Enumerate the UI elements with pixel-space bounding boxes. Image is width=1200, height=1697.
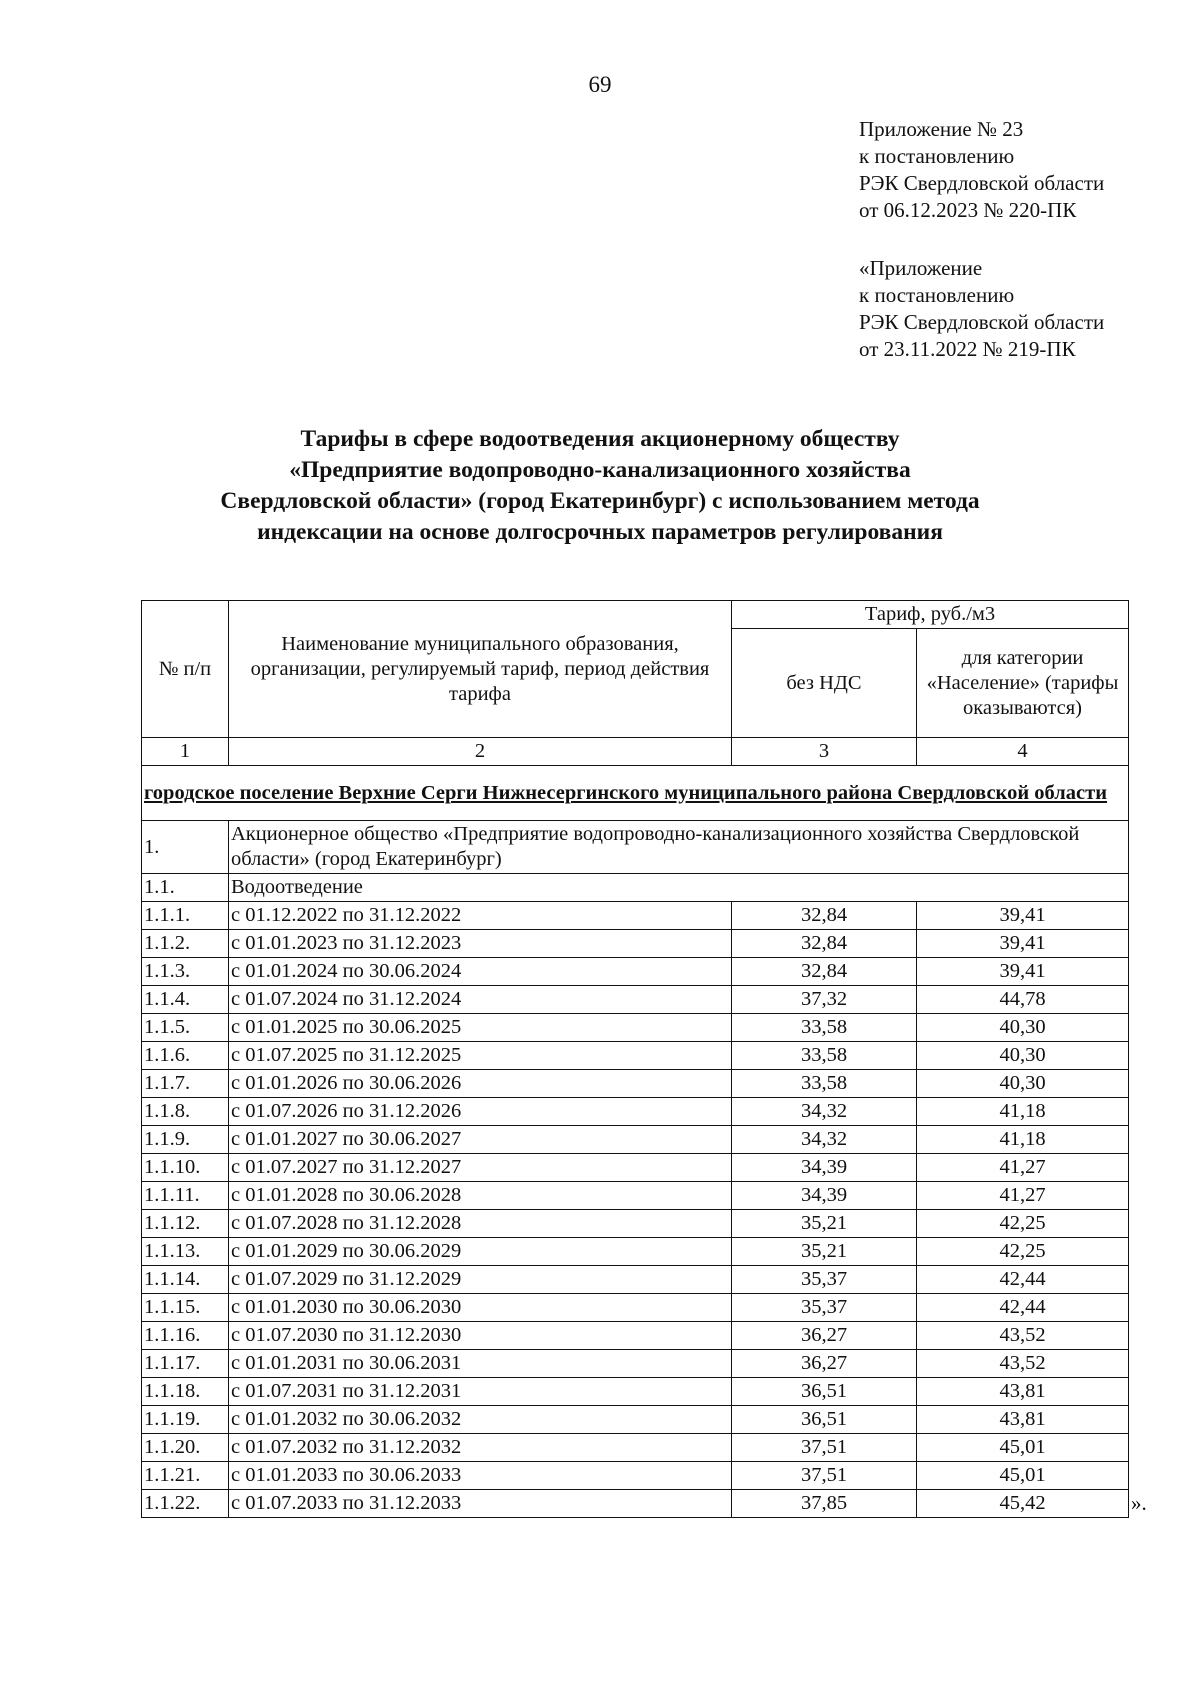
row-no-vat: 32,84 <box>732 902 917 930</box>
row-no-vat: 34,32 <box>732 1126 917 1154</box>
page-number: 69 <box>588 72 612 97</box>
appendix-original-block <box>859 255 1104 363</box>
row-period: с 01.01.2027 по 30.06.2027 <box>229 1126 732 1154</box>
column-number: 1 <box>142 738 229 766</box>
row-no-vat: 36,51 <box>732 1406 917 1434</box>
row-population: 42,44 <box>917 1294 1129 1322</box>
row-period: с 01.07.2026 по 31.12.2026 <box>229 1098 732 1126</box>
row-no-vat: 37,51 <box>732 1462 917 1490</box>
column-number: 3 <box>732 738 917 766</box>
row-population: 45,01 <box>917 1462 1129 1490</box>
row-population: 41,18 <box>917 1098 1129 1126</box>
row-num: 1.1.10. <box>142 1154 229 1182</box>
row-num: 1.1.19. <box>142 1406 229 1434</box>
row-period: с 01.07.2032 по 31.12.2032 <box>229 1434 732 1462</box>
row-num: 1.1.6. <box>142 1042 229 1070</box>
row-population: 39,41 <box>917 958 1129 986</box>
row-population: 42,25 <box>917 1238 1129 1266</box>
table-header-row <box>142 601 1129 629</box>
column-number-row <box>142 738 1129 766</box>
appendix-current-block <box>859 116 1104 224</box>
table-row <box>142 930 1129 958</box>
row-period: с 01.01.2029 по 30.06.2029 <box>229 1238 732 1266</box>
row-num: 1.1.20. <box>142 1434 229 1462</box>
service-row <box>142 874 1129 902</box>
row-population: 44,78 <box>917 986 1129 1014</box>
row-population: 45,01 <box>917 1434 1129 1462</box>
row-population: 45,42 <box>917 1490 1129 1518</box>
service-num: 1.1. <box>142 874 229 902</box>
row-no-vat: 34,39 <box>732 1182 917 1210</box>
table-row <box>142 1210 1129 1238</box>
row-period: с 01.01.2024 по 30.06.2024 <box>229 958 732 986</box>
row-period: с 01.01.2032 по 30.06.2032 <box>229 1406 732 1434</box>
table-row <box>142 1098 1129 1126</box>
row-period: с 01.01.2030 по 30.06.2030 <box>229 1294 732 1322</box>
table-row <box>142 1014 1129 1042</box>
row-no-vat: 36,51 <box>732 1378 917 1406</box>
document-title <box>100 424 1100 548</box>
appendix-line: к постановлению <box>859 283 1015 307</box>
row-num: 1.1.3. <box>142 958 229 986</box>
row-population: 40,30 <box>917 1014 1129 1042</box>
row-no-vat: 37,32 <box>732 986 917 1014</box>
row-period: с 01.07.2031 по 31.12.2031 <box>229 1378 732 1406</box>
title-line: «Предприятие водопроводно-канализационного хозяйства <box>289 457 911 483</box>
row-no-vat: 32,84 <box>732 958 917 986</box>
appendix-line: «Приложение <box>859 256 983 280</box>
row-period: с 01.07.2025 по 31.12.2025 <box>229 1042 732 1070</box>
row-period: с 01.07.2029 по 31.12.2029 <box>229 1266 732 1294</box>
row-no-vat: 35,37 <box>732 1294 917 1322</box>
appendix-line: к постановлению <box>859 144 1015 168</box>
row-period: с 01.01.2026 по 30.06.2026 <box>229 1070 732 1098</box>
table-row <box>142 1462 1129 1490</box>
row-num: 1.1.13. <box>142 1238 229 1266</box>
organization-num: 1. <box>142 821 229 874</box>
table-row <box>142 1490 1129 1518</box>
appendix-line: Приложение № 23 <box>859 117 1024 141</box>
table-row <box>142 1070 1129 1098</box>
row-no-vat: 36,27 <box>732 1322 917 1350</box>
row-no-vat: 32,84 <box>732 930 917 958</box>
header-population: для категории «Население» (тарифы оказываются) <box>917 629 1129 738</box>
closing-quote: ». <box>1131 1490 1147 1515</box>
row-no-vat: 36,27 <box>732 1350 917 1378</box>
table-row <box>142 902 1129 930</box>
table-row <box>142 958 1129 986</box>
header-name: Наименование муниципального образования, организации, регулируемый тариф, период действия тарифа <box>229 601 732 738</box>
row-period: с 01.01.2025 по 30.06.2025 <box>229 1014 732 1042</box>
row-no-vat: 37,85 <box>732 1490 917 1518</box>
table-row <box>142 1266 1129 1294</box>
row-period: с 01.07.2028 по 31.12.2028 <box>229 1210 732 1238</box>
row-population: 40,30 <box>917 1042 1129 1070</box>
row-population: 41,18 <box>917 1126 1129 1154</box>
row-population: 43,81 <box>917 1406 1129 1434</box>
row-no-vat: 37,51 <box>732 1434 917 1462</box>
table-row <box>142 1042 1129 1070</box>
row-population: 43,52 <box>917 1350 1129 1378</box>
row-population: 42,44 <box>917 1266 1129 1294</box>
row-num: 1.1.5. <box>142 1014 229 1042</box>
table-row <box>142 1350 1129 1378</box>
table-row <box>142 1406 1129 1434</box>
row-num: 1.1.11. <box>142 1182 229 1210</box>
table-row <box>142 1378 1129 1406</box>
appendix-line: РЭК Свердловской области <box>859 310 1105 334</box>
title-line: Тарифы в сфере водоотведения акционерному обществу <box>300 426 900 452</box>
section-row <box>142 766 1129 821</box>
row-num: 1.1.8. <box>142 1098 229 1126</box>
table-row <box>142 1126 1129 1154</box>
row-no-vat: 34,32 <box>732 1098 917 1126</box>
tariff-table <box>141 600 1129 1518</box>
row-population: 43,81 <box>917 1378 1129 1406</box>
row-period: с 01.12.2022 по 31.12.2022 <box>229 902 732 930</box>
section-title: городское поселение Верхние Серги Нижнесергинского муниципального района Свердловской области <box>142 766 1129 821</box>
table-row <box>142 1154 1129 1182</box>
row-num: 1.1.21. <box>142 1462 229 1490</box>
row-period: с 01.01.2028 по 30.06.2028 <box>229 1182 732 1210</box>
row-no-vat: 33,58 <box>732 1042 917 1070</box>
header-tariff-group: Тариф, руб./м3 <box>732 601 1129 629</box>
column-number: 4 <box>917 738 1129 766</box>
row-period: с 01.07.2030 по 31.12.2030 <box>229 1322 732 1350</box>
column-number: 2 <box>229 738 732 766</box>
table-row <box>142 1294 1129 1322</box>
row-no-vat: 33,58 <box>732 1070 917 1098</box>
title-line: Свердловской области» (город Екатеринбург) с использованием метода <box>220 488 980 514</box>
row-population: 41,27 <box>917 1182 1129 1210</box>
row-num: 1.1.18. <box>142 1378 229 1406</box>
row-num: 1.1.12. <box>142 1210 229 1238</box>
row-period: с 01.07.2027 по 31.12.2027 <box>229 1154 732 1182</box>
row-no-vat: 35,21 <box>732 1210 917 1238</box>
row-num: 1.1.7. <box>142 1070 229 1098</box>
row-no-vat: 33,58 <box>732 1014 917 1042</box>
row-no-vat: 35,37 <box>732 1266 917 1294</box>
title-line: индексации на основе долгосрочных параметров регулирования <box>257 519 943 545</box>
appendix-line: от 06.12.2023 № 220-ПК <box>859 198 1077 222</box>
row-population: 41,27 <box>917 1154 1129 1182</box>
row-population: 42,25 <box>917 1210 1129 1238</box>
table-row <box>142 1238 1129 1266</box>
organization-name: Акционерное общество «Предприятие водопроводно-канализационного хозяйства Свердловской области» (город Екатеринбург) <box>229 821 1129 874</box>
row-period: с 01.07.2033 по 31.12.2033 <box>229 1490 732 1518</box>
organization-row <box>142 821 1129 874</box>
row-no-vat: 34,39 <box>732 1154 917 1182</box>
table-row <box>142 986 1129 1014</box>
table-row <box>142 1322 1129 1350</box>
row-num: 1.1.15. <box>142 1294 229 1322</box>
row-population: 40,30 <box>917 1070 1129 1098</box>
row-population: 39,41 <box>917 930 1129 958</box>
row-period: с 01.01.2023 по 31.12.2023 <box>229 930 732 958</box>
row-num: 1.1.22. <box>142 1490 229 1518</box>
header-no-vat: без НДС <box>732 629 917 738</box>
appendix-line: от 23.11.2022 № 219-ПК <box>859 337 1076 361</box>
row-period: с 01.01.2031 по 30.06.2031 <box>229 1350 732 1378</box>
table-row <box>142 1182 1129 1210</box>
row-population: 39,41 <box>917 902 1129 930</box>
row-num: 1.1.2. <box>142 930 229 958</box>
row-num: 1.1.17. <box>142 1350 229 1378</box>
table-row <box>142 1434 1129 1462</box>
row-period: с 01.01.2033 по 30.06.2033 <box>229 1462 732 1490</box>
row-num: 1.1.1. <box>142 902 229 930</box>
row-population: 43,52 <box>917 1322 1129 1350</box>
appendix-line: РЭК Свердловской области <box>859 171 1105 195</box>
service-name: Водоотведение <box>229 874 1129 902</box>
header-num: № п/п <box>142 601 229 738</box>
row-num: 1.1.9. <box>142 1126 229 1154</box>
row-num: 1.1.14. <box>142 1266 229 1294</box>
row-period: с 01.07.2024 по 31.12.2024 <box>229 986 732 1014</box>
row-no-vat: 35,21 <box>732 1238 917 1266</box>
row-num: 1.1.4. <box>142 986 229 1014</box>
row-num: 1.1.16. <box>142 1322 229 1350</box>
